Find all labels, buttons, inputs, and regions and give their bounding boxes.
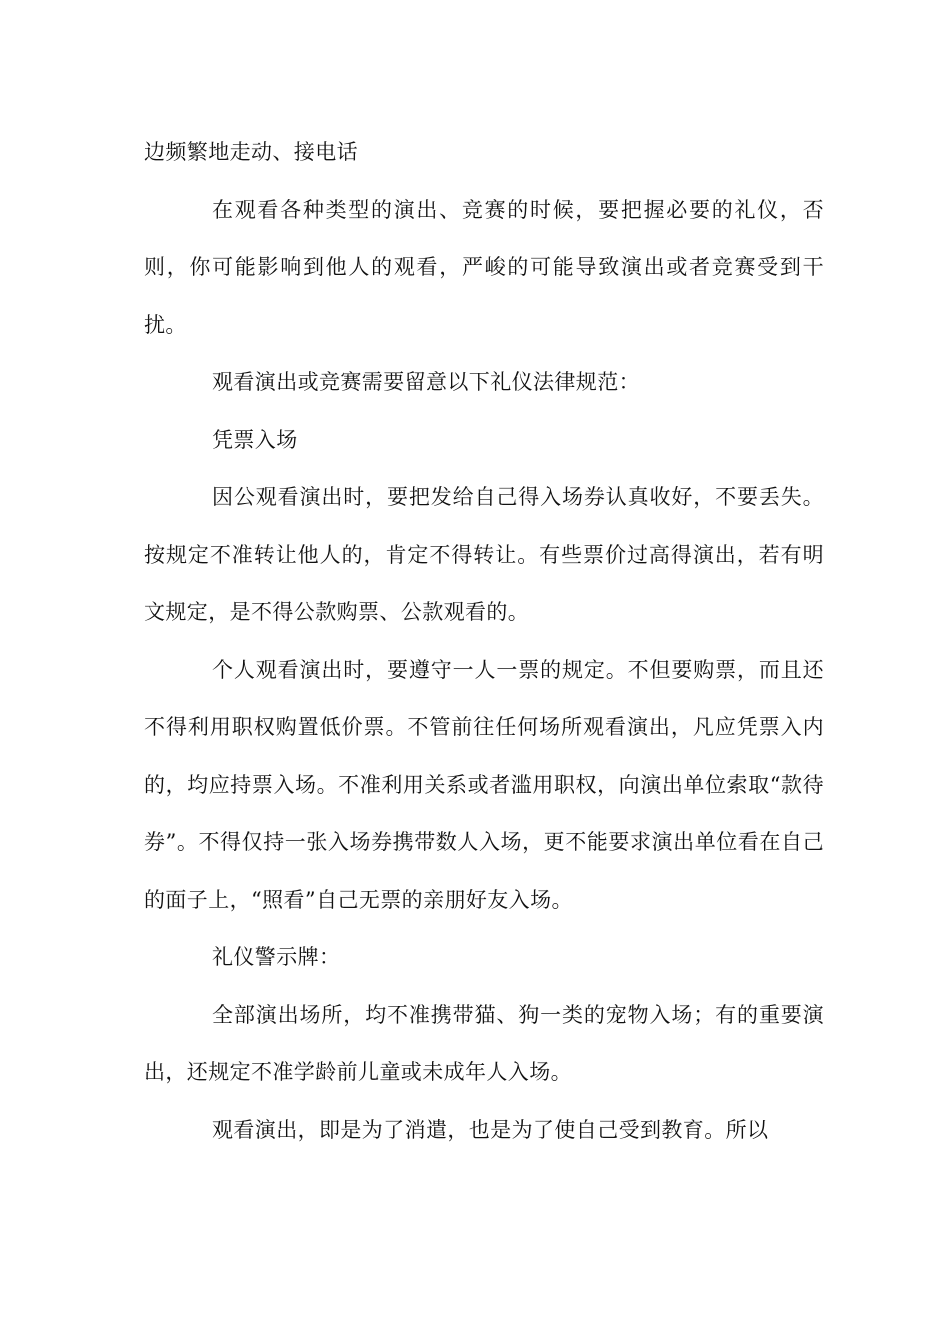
section-heading-ticket-entry: 凭票入场 — [212, 427, 298, 452]
paragraph-3: 观看演出或竞赛需要留意以下礼仪法律规范： — [212, 370, 640, 394]
paragraph-8: 全部演出场所，均不准携带猫、狗一类的宠物入场；有的重要演出，还规定不准学龄前儿童或未成年人入场。 — [144, 1002, 824, 1084]
paragraph-9: 观看演出，即是为了消遣，也是为了使自己受到教育。所以 — [212, 1117, 769, 1142]
document-body — [144, 124, 824, 1159]
paragraph-2: 在观看各种类型的演出、竞赛的时候，要把握必要的礼仪，否则，你可能影响到他人的观看，严峻的可能导致演出或者竞赛受到干扰。 — [144, 197, 824, 337]
paragraph-5: 因公观看演出时，要把发给自己得入场券认真收好，不要丢失。按规定不准转让他人的，肯定不得转让。有些票价过高得演出，若有明文规定，是不得公款购票、公款观看的。 — [144, 485, 824, 624]
paragraph-1: 边频繁地走动、接电话 — [144, 140, 358, 164]
section-heading-etiquette-warning: 礼仪警示牌： — [212, 945, 341, 969]
paragraph-6: 个人观看演出时，要遵守一人一票的规定。不但要购票，而且还不得利用职权购置低价票。不管前往任何场所观看演出，凡应凭票入内的，均应持票入场。不准利用关系或者滥用职权，向演出单位索取“款待券”。不得仅持一张入场券携带数人入场，更不能要求演出单位看在自己的面子上，“照看”自己无票的亲朋好友入场。 — [144, 657, 824, 912]
